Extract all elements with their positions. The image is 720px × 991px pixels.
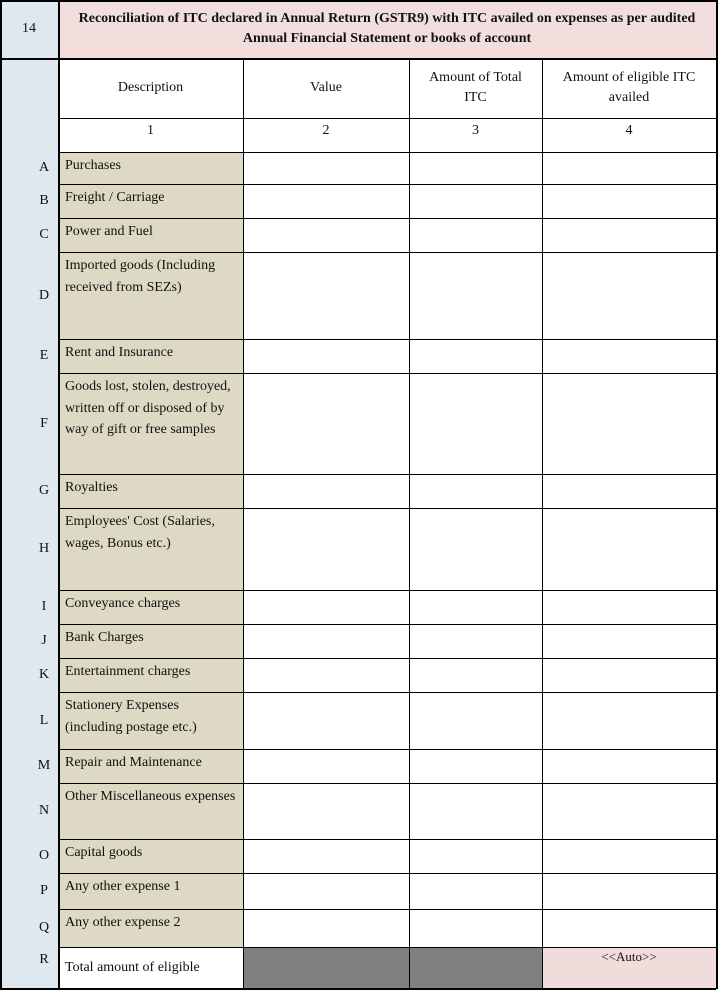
row-eligible-itc-cell[interactable] bbox=[542, 218, 716, 252]
row-value-cell[interactable] bbox=[243, 873, 409, 909]
row-eligible-itc-cell[interactable] bbox=[542, 783, 716, 839]
grid-line bbox=[58, 184, 716, 185]
grid-line bbox=[58, 252, 716, 253]
row-description: Royalties bbox=[58, 474, 243, 508]
row-total-itc-cell[interactable] bbox=[409, 218, 542, 252]
column-header-2: Value bbox=[310, 80, 342, 96]
grid-line bbox=[58, 508, 716, 509]
row-eligible-itc-cell: <<Auto>> bbox=[542, 947, 716, 989]
row-letter: O bbox=[38, 848, 50, 864]
row-total-itc-cell[interactable] bbox=[409, 783, 542, 839]
grid-line bbox=[58, 590, 716, 591]
grid-line bbox=[542, 58, 543, 989]
grid-line bbox=[58, 692, 716, 693]
row-value-cell[interactable] bbox=[243, 783, 409, 839]
row-total-itc-cell[interactable] bbox=[409, 252, 542, 339]
row-description: Rent and Insurance bbox=[58, 339, 243, 373]
column-header-3: Amount of Total ITC bbox=[429, 70, 522, 105]
grid-line bbox=[58, 118, 716, 119]
row-total-itc-cell[interactable] bbox=[409, 873, 542, 909]
row-total-itc-cell[interactable] bbox=[409, 373, 542, 474]
row-letter: B bbox=[39, 193, 49, 209]
row-eligible-itc-cell[interactable] bbox=[542, 873, 716, 909]
row-letter: C bbox=[39, 227, 49, 243]
grid-line bbox=[409, 58, 410, 989]
row-letter: E bbox=[39, 348, 49, 364]
row-eligible-itc-cell[interactable] bbox=[542, 252, 716, 339]
grid-line bbox=[58, 474, 716, 475]
row-eligible-itc-cell[interactable] bbox=[542, 373, 716, 474]
row-total-itc-cell[interactable] bbox=[409, 508, 542, 590]
grid-line bbox=[58, 218, 716, 219]
row-value-cell[interactable] bbox=[243, 658, 409, 692]
column-number-4: 4 bbox=[625, 123, 633, 138]
grid-line bbox=[58, 749, 716, 750]
row-total-itc-cell[interactable] bbox=[409, 184, 542, 218]
row-value-cell bbox=[243, 947, 409, 989]
row-description: Imported goods (Including received from SEZs) bbox=[58, 252, 243, 339]
row-description: Repair and Maintenance bbox=[58, 749, 243, 783]
grid-line bbox=[58, 339, 716, 340]
section-number: 14 bbox=[22, 21, 36, 37]
row-description: Freight / Carriage bbox=[58, 184, 243, 218]
row-total-itc-cell[interactable] bbox=[409, 909, 542, 947]
row-description: Any other expense 2 bbox=[58, 909, 243, 947]
row-description: Power and Fuel bbox=[58, 218, 243, 252]
row-eligible-itc-cell[interactable] bbox=[542, 590, 716, 624]
row-eligible-itc-cell[interactable] bbox=[542, 692, 716, 749]
row-letter: P bbox=[40, 883, 48, 899]
table-title: Reconciliation of ITC declared in Annual Return (GSTR9) with ITC availed on expenses as per audited Annual Financial Statement or books of account bbox=[58, 0, 716, 58]
grid-line bbox=[58, 909, 716, 910]
row-letter: J bbox=[41, 633, 47, 649]
row-total-itc-cell[interactable] bbox=[409, 749, 542, 783]
grid-line bbox=[0, 0, 716, 2]
row-description: Capital goods bbox=[58, 839, 243, 873]
row-total-itc-cell bbox=[409, 947, 542, 989]
row-total-itc-cell[interactable] bbox=[409, 624, 542, 658]
row-value-cell[interactable] bbox=[243, 184, 409, 218]
row-description: Total amount of eligible bbox=[58, 947, 243, 989]
row-total-itc-cell[interactable] bbox=[409, 339, 542, 373]
row-eligible-itc-cell[interactable] bbox=[542, 184, 716, 218]
grid-line bbox=[58, 373, 716, 374]
row-eligible-itc-cell[interactable] bbox=[542, 658, 716, 692]
row-letter: G bbox=[38, 483, 50, 499]
grid-line bbox=[0, 0, 2, 989]
row-value-cell[interactable] bbox=[243, 474, 409, 508]
row-value-cell[interactable] bbox=[243, 624, 409, 658]
column-header-4: Amount of eligible ITC availed bbox=[562, 70, 696, 105]
grid-line bbox=[58, 947, 716, 948]
row-eligible-itc-cell[interactable] bbox=[542, 339, 716, 373]
grid-line bbox=[58, 152, 716, 153]
row-value-cell[interactable] bbox=[243, 373, 409, 474]
row-letter: R bbox=[39, 952, 49, 967]
row-value-cell[interactable] bbox=[243, 218, 409, 252]
row-description: Any other expense 1 bbox=[58, 873, 243, 909]
row-letter: H bbox=[38, 541, 50, 557]
row-total-itc-cell[interactable] bbox=[409, 658, 542, 692]
row-eligible-itc-cell[interactable] bbox=[542, 474, 716, 508]
row-total-itc-cell[interactable] bbox=[409, 590, 542, 624]
row-value-cell[interactable] bbox=[243, 839, 409, 873]
column-number-1: 1 bbox=[147, 123, 154, 138]
row-letter: Q bbox=[38, 920, 50, 936]
row-letter: A bbox=[38, 160, 50, 176]
row-eligible-itc-cell[interactable] bbox=[542, 152, 716, 184]
row-value-cell[interactable] bbox=[243, 909, 409, 947]
row-description: Bank Charges bbox=[58, 624, 243, 658]
row-value-cell[interactable] bbox=[243, 152, 409, 184]
row-description: Employees' Cost (Salaries, wages, Bonus etc.) bbox=[58, 508, 243, 590]
column-header-1: Description bbox=[117, 80, 184, 96]
grid-line bbox=[0, 58, 716, 60]
row-letter: N bbox=[38, 803, 50, 819]
row-description: Conveyance charges bbox=[58, 590, 243, 624]
row-total-itc-cell[interactable] bbox=[409, 474, 542, 508]
grid-line bbox=[58, 873, 716, 874]
row-letter: L bbox=[39, 712, 49, 728]
grid-line bbox=[58, 839, 716, 840]
row-letter: M bbox=[37, 758, 51, 774]
row-value-cell[interactable] bbox=[243, 508, 409, 590]
grid-line bbox=[0, 988, 716, 990]
row-eligible-itc-cell[interactable] bbox=[542, 508, 716, 590]
row-letter: D bbox=[38, 287, 50, 303]
grid-line bbox=[58, 624, 716, 625]
row-eligible-itc-cell[interactable] bbox=[542, 909, 716, 947]
grid-line bbox=[716, 0, 718, 989]
row-description: Goods lost, stolen, destroyed, written off or disposed of by way of gift or free samples bbox=[58, 373, 243, 474]
row-value-cell[interactable] bbox=[243, 749, 409, 783]
grid-line bbox=[243, 58, 244, 989]
grid-line bbox=[58, 658, 716, 659]
row-description: Other Miscellaneous expenses bbox=[58, 783, 243, 839]
row-eligible-itc-cell[interactable] bbox=[542, 749, 716, 783]
row-eligible-itc-cell[interactable] bbox=[542, 839, 716, 873]
row-total-itc-cell[interactable] bbox=[409, 692, 542, 749]
row-description: Stationery Expenses (including postage etc.) bbox=[58, 692, 243, 749]
row-letter: F bbox=[40, 415, 48, 431]
row-value-cell[interactable] bbox=[243, 339, 409, 373]
grid-line bbox=[58, 0, 60, 989]
row-letter: K bbox=[38, 667, 50, 683]
grid-line bbox=[58, 783, 716, 784]
row-description: Purchases bbox=[58, 152, 243, 184]
row-letter: I bbox=[41, 599, 47, 615]
row-description: Entertainment charges bbox=[58, 658, 243, 692]
row-total-itc-cell[interactable] bbox=[409, 152, 542, 184]
column-number-2: 2 bbox=[322, 123, 330, 138]
row-eligible-itc-cell[interactable] bbox=[542, 624, 716, 658]
row-value-cell[interactable] bbox=[243, 692, 409, 749]
row-total-itc-cell[interactable] bbox=[409, 839, 542, 873]
column-number-3: 3 bbox=[472, 123, 479, 138]
row-value-cell[interactable] bbox=[243, 590, 409, 624]
row-value-cell[interactable] bbox=[243, 252, 409, 339]
